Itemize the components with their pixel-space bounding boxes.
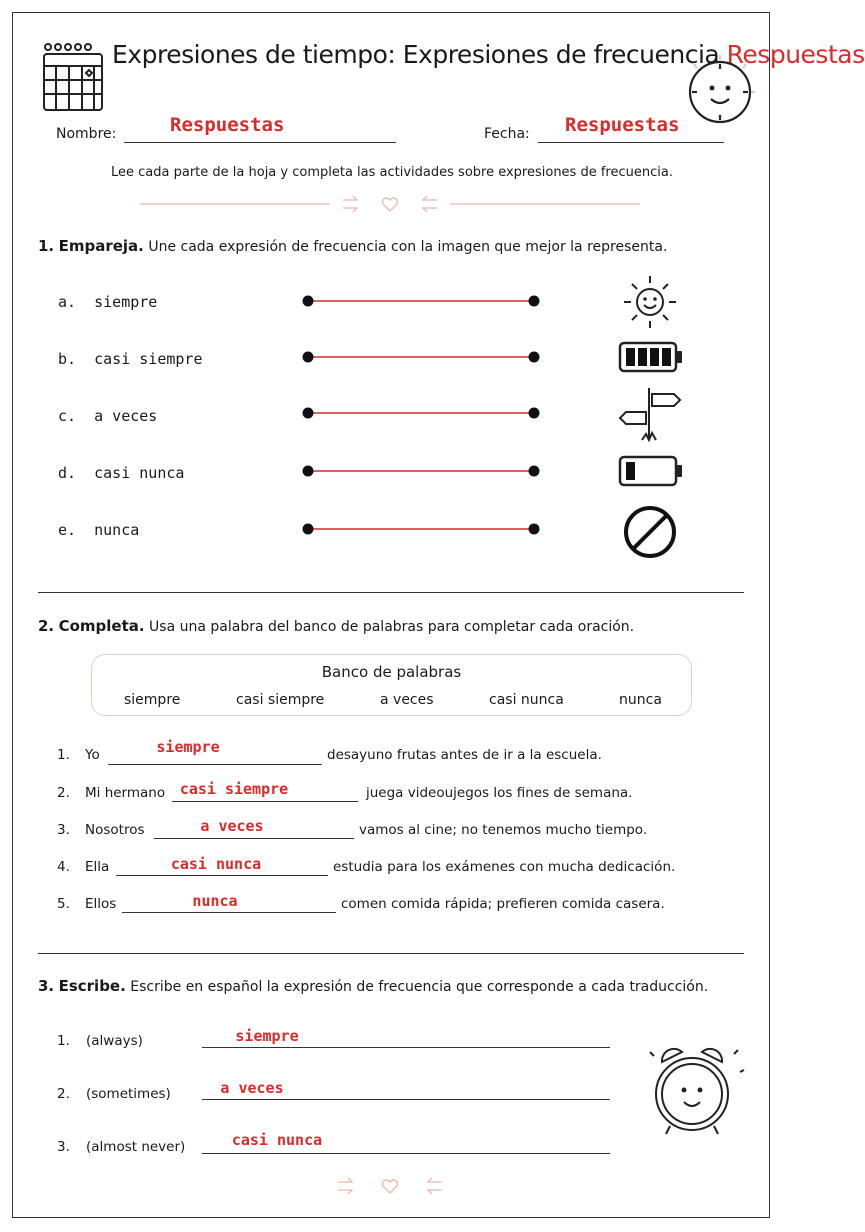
sun-icon <box>620 272 680 332</box>
match-item: d. casi nunca <box>58 464 185 482</box>
date-value[interactable]: Respuestas <box>565 114 680 136</box>
word-bank-word: siempre <box>124 692 181 708</box>
answer-line <box>116 875 328 876</box>
heart-ornament <box>334 1174 446 1198</box>
section3-number: 3. <box>38 977 55 995</box>
section-divider <box>38 592 744 593</box>
answer-blank[interactable]: casi nunca <box>170 855 262 873</box>
section3-title: Escribe. <box>58 977 126 995</box>
translation-prompt: (almost never) <box>86 1139 186 1155</box>
sentence-number: 1. <box>57 747 70 763</box>
translation-number: 2. <box>57 1086 70 1102</box>
word-bank-title: Banco de palabras <box>321 663 462 681</box>
section2-instruction: Usa una palabra del banco de palabras para completar cada oración. <box>149 619 635 635</box>
instructions: Lee cada parte de la hoja y completa las actividades sobre expresiones de frecuencia. <box>111 165 673 180</box>
section1-number: 1. <box>38 237 55 255</box>
answer-blank[interactable]: casi siempre <box>179 780 289 798</box>
battery-low-icon <box>618 454 684 488</box>
sentence-before: Mi hermano <box>85 785 166 801</box>
answer-line <box>202 1099 610 1100</box>
section3-heading <box>38 977 708 995</box>
sentence-number: 5. <box>57 896 70 912</box>
answer-blank[interactable]: siempre <box>156 738 220 756</box>
section1-title: Empareja. <box>58 237 144 255</box>
date-line <box>538 142 724 143</box>
word-bank-word: casi nunca <box>489 692 564 708</box>
answer-blank[interactable]: nunca <box>192 892 238 910</box>
alarm-clock-icon <box>640 1036 750 1146</box>
answer-line <box>202 1153 610 1154</box>
sentence-number: 3. <box>57 822 70 838</box>
section1-heading <box>38 237 667 255</box>
sentence-after: comen comida rápida; prefieren comida casera. <box>341 896 665 912</box>
name-label: Nombre: <box>56 126 117 142</box>
section1-instruction: Une cada expresión de frecuencia con la imagen que mejor la representa. <box>148 239 668 255</box>
word-bank <box>91 654 692 716</box>
sentence-after: estudia para los exámenes con mucha dedicación. <box>333 859 676 875</box>
section2-title: Completa. <box>58 617 145 635</box>
translation-prompt: (sometimes) <box>86 1086 171 1102</box>
translation-number: 1. <box>57 1033 70 1049</box>
name-value[interactable]: Respuestas <box>170 114 285 136</box>
smiling-clock-icon <box>680 52 760 132</box>
sentence-after: juega videoujegos los fines de semana. <box>366 785 633 801</box>
answer-blank[interactable]: casi nunca <box>231 1131 323 1149</box>
answer-blank[interactable]: a veces <box>200 817 264 835</box>
section-divider <box>38 953 744 954</box>
answer-line <box>154 838 354 839</box>
answer-line <box>108 764 322 765</box>
sentence-after: vamos al cine; no tenemos mucho tiempo. <box>359 822 648 838</box>
word-bank-word: casi siempre <box>236 692 325 708</box>
name-line <box>124 142 396 143</box>
word-bank-word: nunca <box>619 692 662 708</box>
section2-number: 2. <box>38 617 55 635</box>
prohibited-icon <box>620 502 680 562</box>
match-lines <box>298 290 546 540</box>
translation-number: 3. <box>57 1139 70 1155</box>
heart-ornament <box>140 192 640 216</box>
sentence-number: 2. <box>57 785 70 801</box>
answer-line <box>172 801 358 802</box>
match-item: c. a veces <box>58 407 158 425</box>
section2-heading <box>38 617 634 635</box>
sentence-before: Ellos <box>85 896 117 912</box>
answer-line <box>202 1047 610 1048</box>
title-answer: Respuestas <box>726 40 865 69</box>
match-item: b. casi siempre <box>58 350 203 368</box>
word-bank-word: a veces <box>380 692 434 708</box>
answer-blank[interactable]: siempre <box>235 1027 299 1045</box>
title-main: Expresiones de tiempo: Expresiones de frecuencia <box>112 40 720 69</box>
sentence-before: Ella <box>85 859 110 875</box>
sentence-before: Yo <box>85 747 100 763</box>
translation-prompt: (always) <box>86 1033 143 1049</box>
match-item: a. siempre <box>58 293 158 311</box>
sentence-number: 4. <box>57 859 70 875</box>
date-label: Fecha: <box>484 126 530 142</box>
battery-full-icon <box>618 340 684 374</box>
signpost-icon <box>614 384 684 446</box>
match-item: e. nunca <box>58 521 140 539</box>
answer-blank[interactable]: a veces <box>220 1079 284 1097</box>
calendar-icon <box>36 38 108 114</box>
answer-line <box>122 912 336 913</box>
sentence-after: desayuno frutas antes de ir a la escuela. <box>327 747 602 763</box>
sentence-before: Nosotros <box>85 822 145 838</box>
section3-instruction: Escribe en español la expresión de frecuencia que corresponde a cada traducción. <box>130 979 709 995</box>
